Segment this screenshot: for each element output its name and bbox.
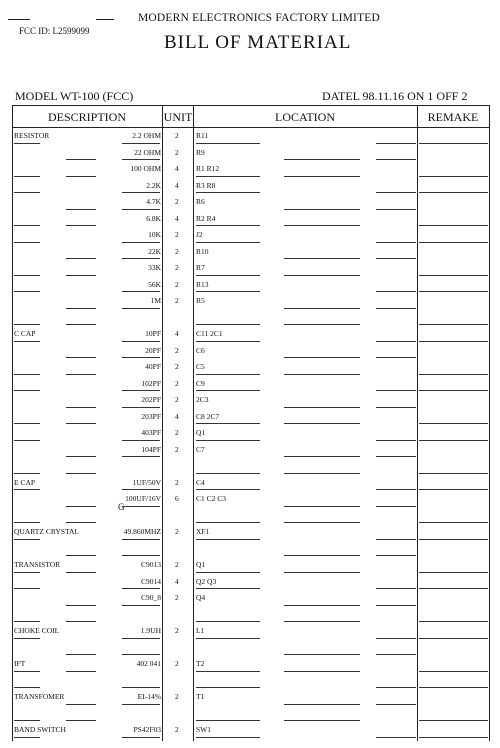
- row-rule-segment: [196, 374, 260, 375]
- row-rule-segment: [376, 737, 416, 738]
- row-rule-segment: [284, 407, 360, 408]
- row-rule-segment: [196, 522, 260, 523]
- row-rule-segment: [14, 192, 40, 193]
- row-rule-segment: [284, 522, 360, 523]
- row-rule-segment: [122, 242, 160, 243]
- row-rule-segment: [122, 704, 160, 705]
- row-rule-segment: [284, 621, 360, 622]
- row-category: CHOKE COIL: [14, 626, 60, 635]
- row-rule-segment: [14, 242, 40, 243]
- row-category: BAND SWITCH: [14, 725, 66, 734]
- row-value: 20PF: [145, 345, 161, 355]
- row-rule-segment: [376, 341, 416, 342]
- row-rule-segment: [122, 737, 160, 738]
- table-header-rule: [12, 127, 490, 128]
- row-rule-segment: [284, 671, 360, 672]
- date-label: DATEL 98.11.16 ON 1 OFF 2: [322, 89, 468, 103]
- row-rule-segment: [14, 720, 40, 721]
- handwritten-mark: G: [118, 502, 125, 512]
- location-remake-divider: [417, 105, 418, 741]
- row-location: C11 2C1: [196, 329, 223, 338]
- row-rule-segment: [14, 737, 40, 738]
- row-rule-segment: [376, 192, 416, 193]
- row-rule-segment: [196, 143, 260, 144]
- row-unit: 2: [175, 197, 179, 206]
- row-unit: 2: [175, 428, 179, 437]
- row-rule-segment: [376, 143, 416, 144]
- row-unit: 2: [175, 279, 179, 289]
- row-unit: 2: [175, 593, 179, 602]
- row-unit: 4: [175, 576, 179, 586]
- row-rule-segment: [196, 440, 260, 441]
- row-rule-segment: [196, 275, 260, 276]
- row-location: J2: [196, 230, 203, 239]
- row-rule-segment: [419, 192, 488, 193]
- row-rule-segment: [66, 555, 96, 556]
- row-rule-segment: [419, 341, 488, 342]
- row-location: C7: [196, 444, 205, 454]
- row-unit: 4: [175, 213, 179, 223]
- row-rule-segment: [376, 242, 416, 243]
- row-value: 22 OHM: [134, 147, 161, 157]
- row-unit: 6: [175, 494, 179, 503]
- row-rule-segment: [14, 176, 40, 177]
- row-value: 10K: [148, 230, 161, 239]
- row-rule-segment: [14, 341, 40, 342]
- column-unit: UNIT: [163, 110, 193, 124]
- row-unit: 2: [175, 626, 179, 635]
- row-category: QUARTZ CRYSTAL: [14, 527, 79, 536]
- row-rule-segment: [284, 423, 360, 424]
- row-value: 10PF: [145, 329, 161, 338]
- row-rule-segment: [196, 473, 260, 474]
- row-value: 403PF: [141, 428, 161, 437]
- row-location: T1: [196, 692, 205, 701]
- row-rule-segment: [196, 638, 260, 639]
- row-rule-segment: [419, 176, 488, 177]
- row-location: R9: [196, 147, 205, 157]
- table-right-border: [489, 105, 490, 741]
- row-rule-segment: [196, 687, 260, 688]
- row-rule-segment: [419, 621, 488, 622]
- row-rule-segment: [14, 687, 40, 688]
- row-rule-segment: [66, 423, 96, 424]
- unit-location-divider: [193, 105, 194, 741]
- document-title: BILL OF MATERIAL: [164, 32, 352, 53]
- row-rule-segment: [419, 440, 488, 441]
- row-rule-segment: [122, 654, 160, 655]
- row-unit: 2: [175, 230, 179, 239]
- row-rule-segment: [14, 324, 40, 325]
- row-rule-segment: [196, 324, 260, 325]
- row-unit: 2: [175, 395, 179, 404]
- row-rule-segment: [376, 390, 416, 391]
- column-remake: REMAKE: [427, 110, 479, 124]
- row-rule-segment: [196, 192, 260, 193]
- row-rule-segment: [376, 357, 416, 358]
- row-value: 4.7K: [146, 197, 161, 206]
- row-unit: 4: [175, 329, 179, 338]
- row-location: Q4: [196, 593, 206, 602]
- row-unit: 4: [175, 164, 179, 173]
- row-unit: 2: [175, 131, 179, 140]
- row-unit: 2: [175, 147, 179, 157]
- row-rule-segment: [66, 407, 96, 408]
- row-value: 22K: [148, 246, 161, 256]
- row-rule-segment: [14, 621, 40, 622]
- row-rule-segment: [14, 440, 40, 441]
- row-rule-segment: [419, 423, 488, 424]
- row-rule-segment: [14, 374, 40, 375]
- table-left-border: [12, 105, 13, 741]
- row-rule-segment: [284, 374, 360, 375]
- row-rule-segment: [14, 588, 40, 589]
- row-unit: 2: [175, 692, 179, 701]
- row-rule-segment: [66, 275, 96, 276]
- row-value: 102PF: [141, 378, 161, 388]
- row-rule-segment: [122, 407, 160, 408]
- row-rule-segment: [122, 341, 160, 342]
- row-rule-segment: [122, 489, 160, 490]
- row-location: R7: [196, 263, 205, 272]
- row-category: E CAP: [14, 477, 36, 487]
- row-rule-segment: [376, 605, 416, 606]
- row-location: XF1: [196, 527, 210, 536]
- row-rule-segment: [419, 588, 488, 589]
- row-location: L1: [196, 626, 205, 635]
- row-rule-segment: [196, 291, 260, 292]
- row-rule-segment: [14, 423, 40, 424]
- row-rule-segment: [66, 357, 96, 358]
- row-value: C9014: [140, 576, 161, 586]
- row-rule-segment: [376, 506, 416, 507]
- row-rule-segment: [419, 489, 488, 490]
- row-rule-segment: [66, 671, 96, 672]
- row-rule-segment: [196, 225, 260, 226]
- header-rule-left: [8, 19, 30, 20]
- row-rule-segment: [376, 539, 416, 540]
- row-rule-segment: [66, 324, 96, 325]
- row-category: C CAP: [14, 329, 36, 338]
- row-rule-segment: [419, 225, 488, 226]
- row-rule-segment: [14, 473, 40, 474]
- row-rule-segment: [66, 704, 96, 705]
- row-rule-segment: [196, 489, 260, 490]
- row-rule-segment: [419, 473, 488, 474]
- row-location: T2: [196, 659, 205, 668]
- row-category: IFT: [14, 659, 26, 668]
- row-rule-segment: [284, 720, 360, 721]
- row-unit: 2: [175, 659, 179, 668]
- row-unit: 4: [175, 180, 179, 190]
- row-rule-segment: [66, 621, 96, 622]
- row-rule-segment: [66, 159, 96, 160]
- row-unit: 2: [175, 362, 179, 371]
- row-location: R5: [196, 296, 205, 305]
- row-category: TRANSISTOR: [14, 560, 61, 569]
- row-rule-segment: [122, 638, 160, 639]
- row-rule-segment: [122, 605, 160, 606]
- row-rule-segment: [376, 704, 416, 705]
- row-location: R3 R8: [196, 180, 216, 190]
- row-rule-segment: [376, 258, 416, 259]
- row-rule-segment: [419, 720, 488, 721]
- row-rule-segment: [419, 522, 488, 523]
- row-rule-segment: [14, 291, 40, 292]
- row-location: R1 R12: [196, 164, 220, 173]
- row-rule-segment: [122, 687, 160, 688]
- row-unit: 2: [175, 527, 179, 536]
- row-rule-segment: [419, 291, 488, 292]
- row-rule-segment: [66, 720, 96, 721]
- column-description: DESCRIPTION: [47, 110, 126, 124]
- row-rule-segment: [122, 143, 160, 144]
- row-rule-segment: [376, 555, 416, 556]
- row-location: Q2 Q3: [196, 576, 217, 586]
- row-rule-segment: [66, 654, 96, 655]
- row-rule-segment: [284, 506, 360, 507]
- row-location: R6: [196, 197, 205, 206]
- row-rule-segment: [66, 473, 96, 474]
- row-value: 104PF: [141, 444, 161, 454]
- row-rule-segment: [196, 737, 260, 738]
- row-rule-segment: [419, 539, 488, 540]
- row-rule-segment: [196, 423, 260, 424]
- row-value: C9013: [140, 560, 161, 569]
- row-value: 33K: [148, 263, 161, 272]
- row-rule-segment: [284, 605, 360, 606]
- row-rule-segment: [376, 291, 416, 292]
- row-rule-segment: [376, 456, 416, 457]
- row-rule-segment: [376, 440, 416, 441]
- row-rule-segment: [122, 159, 160, 160]
- model-label: MODEL WT-100 (FCC): [15, 89, 134, 103]
- row-rule-segment: [122, 440, 160, 441]
- row-rule-segment: [14, 225, 40, 226]
- row-rule-segment: [122, 357, 160, 358]
- row-location: R11: [196, 131, 209, 140]
- row-unit: 4: [175, 411, 179, 421]
- row-category: TRANSFOMER: [14, 692, 65, 701]
- row-location: C8 2C7: [196, 411, 220, 421]
- fcc-id: FCC ID: L2599099: [19, 26, 90, 36]
- row-rule-segment: [66, 308, 96, 309]
- row-rule-segment: [284, 324, 360, 325]
- row-rule-segment: [196, 720, 260, 721]
- row-value: 202PF: [141, 395, 161, 404]
- header-rule-mid: [96, 19, 114, 20]
- row-rule-segment: [122, 258, 160, 259]
- row-rule-segment: [66, 605, 96, 606]
- row-location: R10: [196, 246, 209, 256]
- row-value: 1M: [150, 296, 161, 305]
- row-rule-segment: [66, 225, 96, 226]
- row-rule-segment: [419, 275, 488, 276]
- row-rule-segment: [419, 687, 488, 688]
- row-unit: 2: [175, 444, 179, 454]
- row-rule-segment: [284, 258, 360, 259]
- row-location: C1 C2 C3: [196, 494, 227, 503]
- row-value: PS42F03: [133, 725, 161, 734]
- row-rule-segment: [284, 555, 360, 556]
- row-rule-segment: [284, 654, 360, 655]
- row-rule-segment: [122, 588, 160, 589]
- row-value: 1.9UH: [140, 626, 161, 635]
- row-rule-segment: [376, 638, 416, 639]
- row-rule-segment: [376, 489, 416, 490]
- row-rule-segment: [196, 176, 260, 177]
- row-rule-segment: [284, 225, 360, 226]
- row-rule-segment: [284, 209, 360, 210]
- row-rule-segment: [284, 704, 360, 705]
- row-value: 40PF: [145, 362, 161, 371]
- row-rule-segment: [376, 209, 416, 210]
- desc-unit-divider: [162, 105, 163, 741]
- row-rule-segment: [14, 572, 40, 573]
- row-rule-segment: [14, 489, 40, 490]
- row-rule-segment: [376, 407, 416, 408]
- row-value: 1UF/50V: [132, 477, 161, 487]
- row-rule-segment: [122, 555, 160, 556]
- row-rule-segment: [14, 275, 40, 276]
- row-unit: 2: [175, 560, 179, 569]
- row-value: C90_8: [140, 593, 161, 602]
- row-rule-segment: [14, 522, 40, 523]
- row-value: 2.2 OHM: [132, 131, 161, 140]
- row-rule-segment: [419, 572, 488, 573]
- row-unit: 2: [175, 345, 179, 355]
- row-unit: 2: [175, 378, 179, 388]
- row-rule-segment: [419, 671, 488, 672]
- row-rule-segment: [196, 572, 260, 573]
- row-value: 402 041: [136, 659, 161, 668]
- row-location: C6: [196, 345, 205, 355]
- row-rule-segment: [376, 588, 416, 589]
- row-rule-segment: [14, 638, 40, 639]
- row-rule-segment: [419, 374, 488, 375]
- row-rule-segment: [66, 209, 96, 210]
- table-top-rule: [12, 105, 490, 106]
- row-rule-segment: [14, 143, 40, 144]
- row-rule-segment: [66, 572, 96, 573]
- row-rule-segment: [122, 192, 160, 193]
- row-rule-segment: [122, 209, 160, 210]
- row-rule-segment: [196, 621, 260, 622]
- row-rule-segment: [376, 654, 416, 655]
- row-rule-segment: [284, 456, 360, 457]
- row-location: 2C3: [196, 395, 209, 404]
- row-rule-segment: [66, 456, 96, 457]
- row-rule-segment: [376, 159, 416, 160]
- row-location: R13: [196, 279, 209, 289]
- row-unit: 2: [175, 477, 179, 487]
- row-rule-segment: [284, 275, 360, 276]
- row-rule-segment: [196, 588, 260, 589]
- row-rule-segment: [284, 357, 360, 358]
- row-rule-segment: [14, 539, 40, 540]
- row-rule-segment: [66, 522, 96, 523]
- row-rule-segment: [122, 308, 160, 309]
- company-name: MODERN ELECTRONICS FACTORY LIMITED: [138, 12, 381, 24]
- row-unit: 2: [175, 725, 179, 734]
- row-location: Q1: [196, 560, 206, 569]
- row-value: 56K: [148, 279, 161, 289]
- row-rule-segment: [284, 159, 360, 160]
- row-value: 6.8K: [146, 213, 161, 223]
- row-rule-segment: [122, 539, 160, 540]
- row-rule-segment: [419, 143, 488, 144]
- row-rule-segment: [284, 176, 360, 177]
- column-location: LOCATION: [275, 110, 335, 124]
- row-value: 100 OHM: [130, 164, 161, 173]
- row-rule-segment: [196, 390, 260, 391]
- row-rule-segment: [196, 539, 260, 540]
- row-value: 49.860MHZ: [123, 527, 161, 536]
- row-rule-segment: [196, 242, 260, 243]
- row-rule-segment: [14, 390, 40, 391]
- row-location: R2 R4: [196, 213, 216, 223]
- row-rule-segment: [14, 671, 40, 672]
- row-value: EI-14%: [137, 692, 161, 701]
- row-value: 2.2K: [146, 180, 161, 190]
- row-rule-segment: [284, 308, 360, 309]
- row-unit: 2: [175, 246, 179, 256]
- row-rule-segment: [419, 390, 488, 391]
- row-rule-segment: [196, 341, 260, 342]
- row-rule-segment: [419, 242, 488, 243]
- row-rule-segment: [122, 456, 160, 457]
- row-location: Q1: [196, 428, 206, 437]
- row-rule-segment: [66, 506, 96, 507]
- row-location: C9: [196, 378, 205, 388]
- row-location: SW1: [196, 725, 211, 734]
- row-location: C4: [196, 477, 205, 487]
- row-rule-segment: [66, 176, 96, 177]
- row-category: RESISTOR: [14, 131, 50, 140]
- row-rule-segment: [122, 291, 160, 292]
- row-rule-segment: [196, 671, 260, 672]
- row-rule-segment: [376, 308, 416, 309]
- row-location: C5: [196, 362, 205, 371]
- row-rule-segment: [122, 390, 160, 391]
- row-rule-segment: [66, 258, 96, 259]
- row-rule-segment: [419, 737, 488, 738]
- row-rule-segment: [284, 572, 360, 573]
- row-rule-segment: [284, 473, 360, 474]
- row-rule-segment: [419, 638, 488, 639]
- row-value: 203PF: [141, 411, 161, 421]
- row-unit: 2: [175, 296, 179, 305]
- row-rule-segment: [66, 374, 96, 375]
- row-rule-segment: [376, 687, 416, 688]
- row-rule-segment: [419, 324, 488, 325]
- row-value: 100UF/16V: [125, 494, 161, 503]
- row-rule-segment: [122, 506, 160, 507]
- row-unit: 2: [175, 263, 179, 272]
